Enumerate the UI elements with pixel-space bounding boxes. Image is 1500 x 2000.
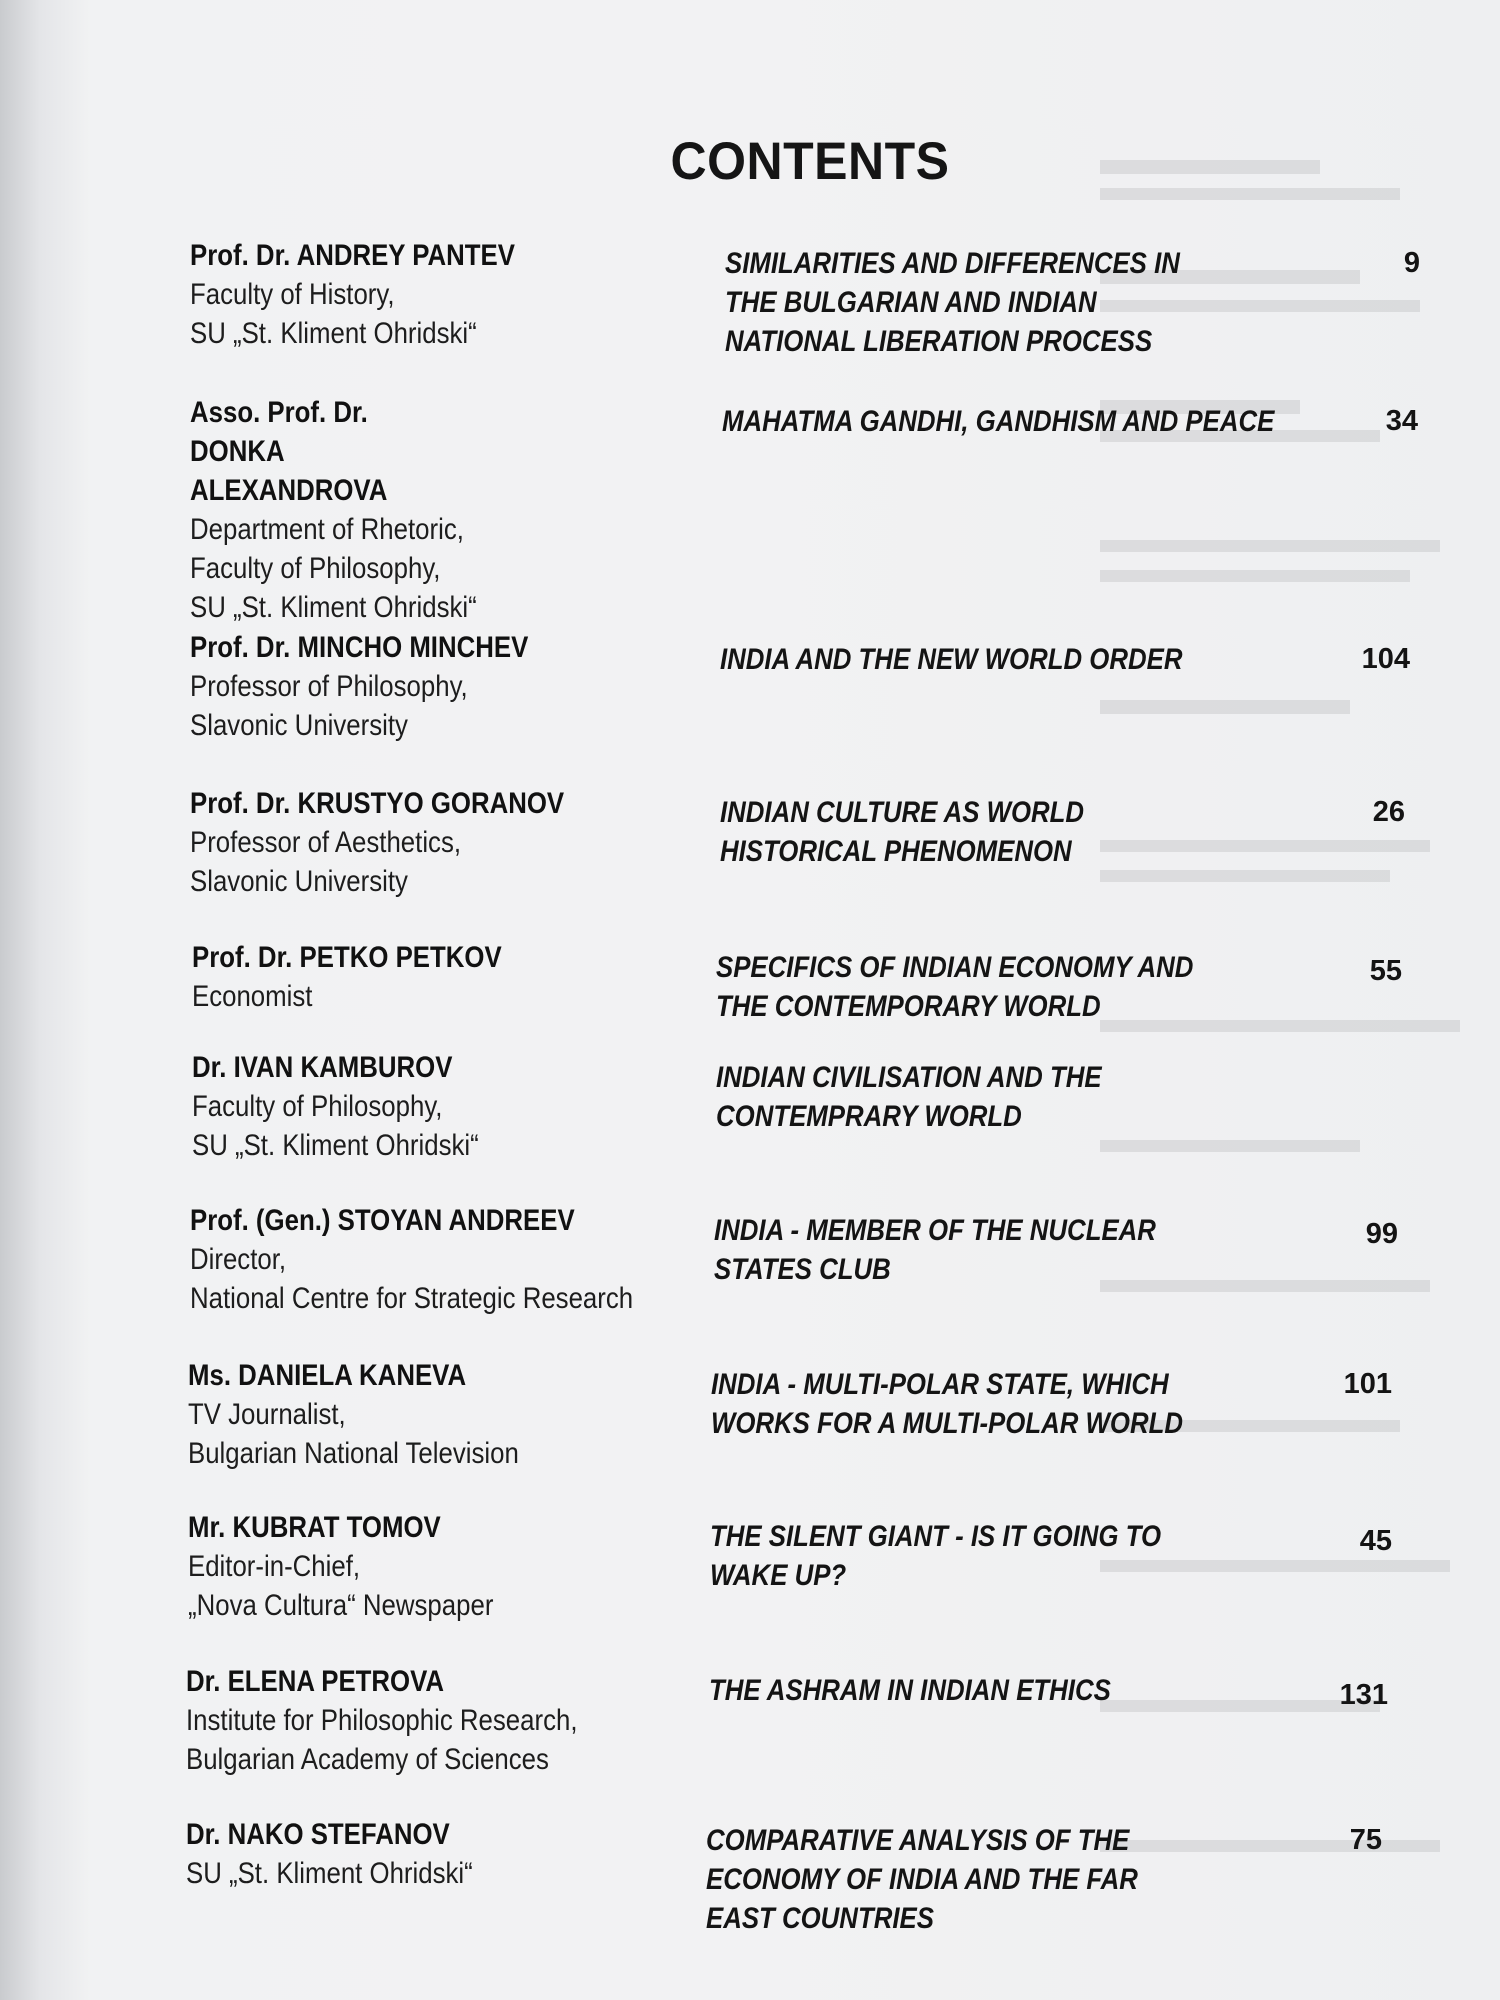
page-number: 75 [1349,1824,1382,1856]
page-number: 9 [1403,247,1420,279]
paper-title: COMPARATIVE ANALYSIS OF THE ECONOMY OF INDIA AND THE FAR EAST COUNTRIES [706,1824,1138,1935]
author-affiliation: Editor-in-Chief, „Nova Cultura“ Newspaper [188,1550,494,1622]
page-number: 104 [1361,643,1410,675]
paper-title: SPECIFICS OF INDIAN ECONOMY AND THE CONTEMPORARY WORLD [716,951,1194,1023]
author-affiliation: Institute for Philosophic Research, Bulgarian Academy of Sciences [186,1704,578,1776]
paper-title: MAHATMA GANDHI, GANDHISM AND PEACE [722,405,1275,438]
paper-title: INDIAN CIVILISATION AND THE CONTEMPRARY WORLD [716,1061,1102,1133]
author-name: Dr. IVAN KAMBUROV [192,1051,453,1084]
author-affiliation: Professor of Philosophy, Slavonic University [190,670,468,742]
author-block [190,236,672,353]
author-block [190,1201,706,1318]
author-name: Asso. Prof. Dr. DONKA ALEXANDROVA [190,396,388,507]
page-number: 131 [1339,1679,1388,1711]
author-block [188,1356,670,1473]
page-number: 34 [1385,405,1418,437]
paper-title: THE ASHRAM IN INDIAN ETHICS [709,1674,1111,1707]
author-name: Dr. NAKO STEFANOV [186,1818,450,1851]
author-name: Prof. Dr. KRUSTYO GORANOV [190,787,565,820]
page-number: 45 [1359,1525,1392,1557]
paper-title: INDIAN CULTURE AS WORLD HISTORICAL PHENOMENON [720,796,1085,868]
author-affiliation: Economist [192,980,313,1013]
paper-title: SIMILARITIES AND DIFFERENCES IN THE BULGARIAN AND INDIAN NATIONAL LIBERATION PROCESS [725,247,1180,358]
paper-title: INDIA AND THE NEW WORLD ORDER [720,643,1183,676]
author-name: Prof. Dr. PETKO PETKOV [192,941,502,974]
page-number: 101 [1343,1368,1392,1400]
author-block [190,393,672,627]
paper-title: THE SILENT GIANT - IS IT GOING TO WAKE UP? [710,1520,1162,1592]
author-affiliation: Professor of Aesthetics, Slavonic University [190,826,462,898]
paper-title: INDIA - MULTI-POLAR STATE, WHICH WORKS FOR A MULTI-POLAR WORLD [711,1368,1183,1440]
author-name: Prof. (Gen.) STOYAN ANDREEV [190,1204,575,1237]
author-affiliation: Faculty of Philosophy, SU „St. Kliment Ohridski“ [192,1090,479,1162]
author-block [192,1048,674,1165]
author-block [188,1508,670,1625]
page-number: 26 [1372,796,1405,828]
author-affiliation: SU „St. Kliment Ohridski“ [186,1857,473,1890]
author-name: Prof. Dr. MINCHO MINCHEV [190,631,529,664]
author-affiliation: Director, National Centre for Strategic Research [190,1243,634,1315]
page-number: 55 [1369,955,1402,987]
author-block [186,1815,668,1893]
page-title: CONTENTS [670,131,950,191]
author-block [186,1662,702,1779]
author-affiliation: Department of Rhetoric, Faculty of Philosophy, SU „St. Kliment Ohridski“ [190,513,477,624]
author-affiliation: Faculty of History, SU „St. Kliment Ohridski“ [190,278,477,350]
author-name: Dr. ELENA PETROVA [186,1665,445,1698]
author-block [190,628,672,745]
paper-title: INDIA - MEMBER OF THE NUCLEAR STATES CLUB [714,1214,1156,1286]
page-number: 99 [1365,1218,1398,1250]
author-block [190,784,672,901]
author-block [192,938,674,1016]
author-affiliation: TV Journalist, Bulgarian National Television [188,1398,519,1470]
author-name: Mr. KUBRAT TOMOV [188,1511,441,1544]
author-name: Ms. DANIELA KANEVA [188,1359,467,1392]
author-name: Prof. Dr. ANDREY PANTEV [190,239,515,272]
